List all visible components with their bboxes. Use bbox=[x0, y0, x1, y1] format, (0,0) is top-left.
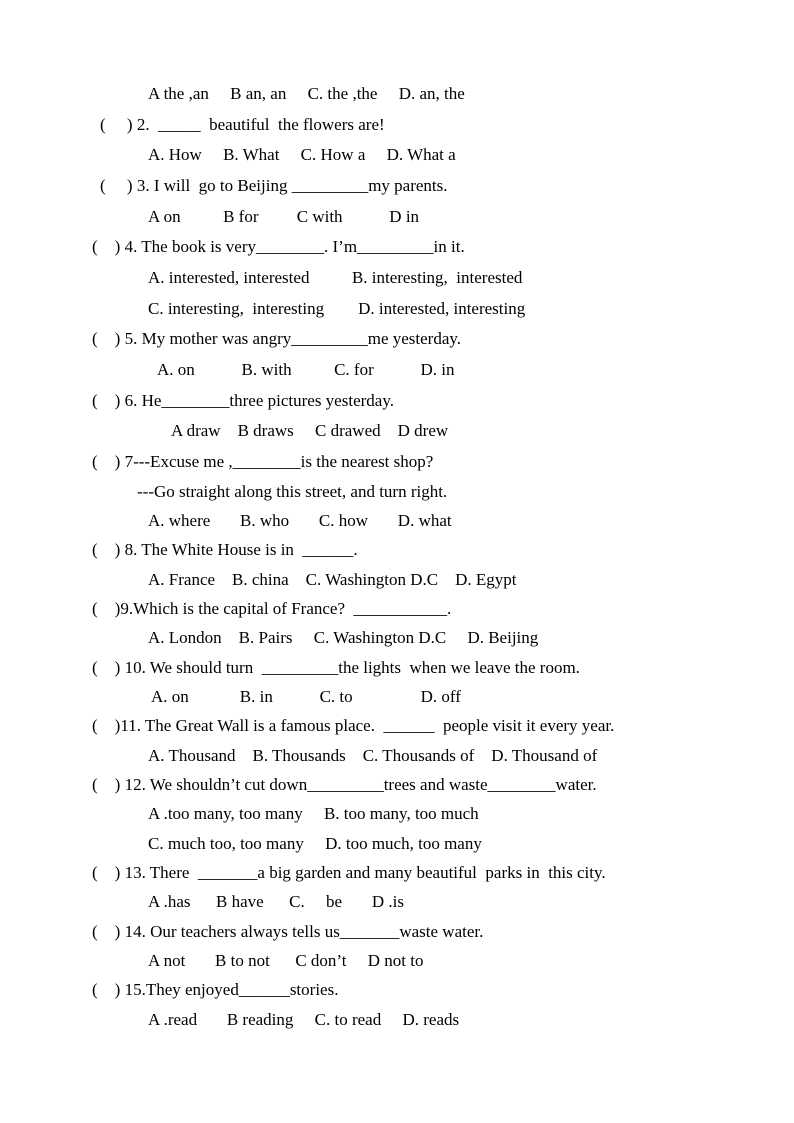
options-q15: A .read B reading C. to read D. reads bbox=[148, 1010, 460, 1029]
options-q3: A on B for C with D in bbox=[148, 207, 420, 226]
question-15: ( ) 15.They enjoyed______stories. bbox=[92, 980, 339, 999]
options-q13: A .has B have C. be D .is bbox=[148, 892, 404, 911]
options-q4-row1: A. interested, interested B. interesting, interested bbox=[148, 268, 523, 287]
question-8: ( ) 8. The White House is in ______. bbox=[92, 540, 358, 559]
options-q7: A. where B. who C. how D. what bbox=[148, 511, 452, 530]
question-4: ( ) 4. The book is very________. I’m_________in it. bbox=[92, 237, 465, 256]
options-q12-row1: A .too many, too many B. too many, too much bbox=[148, 804, 479, 823]
question-9: ( )9.Which is the capital of France? ___________. bbox=[92, 599, 452, 618]
question-10: ( ) 10. We should turn _________the lights when we leave the room. bbox=[92, 658, 580, 677]
options-q12-row2: C. much too, too many D. too much, too many bbox=[148, 834, 482, 853]
question-13: ( ) 13. There _______a big garden and many beautiful parks in this city. bbox=[92, 863, 606, 882]
question-3: ( ) 3. I will go to Beijing _________my parents. bbox=[100, 176, 448, 195]
options-q1: A the ,an B an, an C. the ,the D. an, the bbox=[148, 84, 465, 103]
question-6: ( ) 6. He________three pictures yesterday. bbox=[92, 391, 394, 410]
options-q5: A. on B. with C. for D. in bbox=[157, 360, 455, 379]
options-q8: A. France B. china C. Washington D.C D. Egypt bbox=[148, 570, 517, 589]
options-q14: A not B to not C don’t D not to bbox=[148, 951, 424, 970]
question-5: ( ) 5. My mother was angry_________me yesterday. bbox=[92, 329, 462, 348]
options-q4-row2: C. interesting, interesting D. interested, interesting bbox=[148, 299, 526, 318]
options-q6: A draw B draws C drawed D drew bbox=[171, 421, 449, 440]
question-12: ( ) 12. We shouldn’t cut down_________trees and waste________water. bbox=[92, 775, 597, 794]
question-2: ( ) 2. _____ beautiful the flowers are! bbox=[100, 115, 385, 134]
options-q11: A. Thousand B. Thousands C. Thousands of D. Thousand of bbox=[148, 746, 598, 765]
question-7-reply: ---Go straight along this street, and turn right. bbox=[137, 482, 448, 501]
options-q2: A. How B. What C. How a D. What a bbox=[148, 145, 456, 164]
options-q10: A. on B. in C. to D. off bbox=[151, 687, 461, 706]
question-14: ( ) 14. Our teachers always tells us_______waste water. bbox=[92, 922, 484, 941]
options-q9: A. London B. Pairs C. Washington D.C D. Beijing bbox=[148, 628, 539, 647]
question-7: ( ) 7---Excuse me ,________is the nearest shop? bbox=[92, 452, 434, 471]
question-11: ( )11. The Great Wall is a famous place. ______ people visit it every year. bbox=[92, 716, 615, 735]
